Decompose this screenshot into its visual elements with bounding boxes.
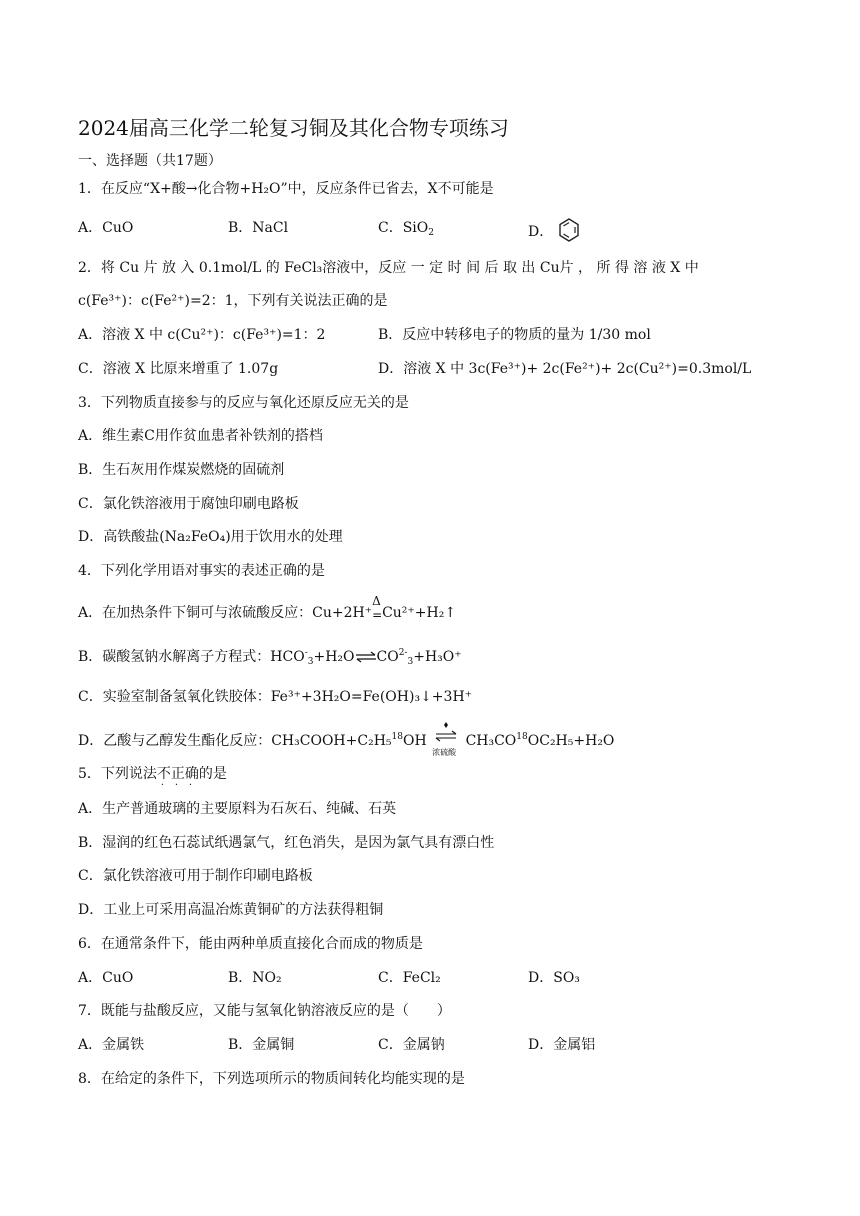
section-heading: 一、选择题（共17题） xyxy=(78,153,222,169)
q1-option-d: D． xyxy=(528,218,580,242)
q1-option-c: C．SiO$_2$ xyxy=(378,220,434,238)
question-2-stem-line1: 2．将 Cu 片 放 入 0.1mol/L 的 FeCl₃溶液中，反应 一 定 时 间 后 取 出 Cu片 ， 所 得 溶 液 X 中 xyxy=(78,260,699,276)
question-4-stem: 4．下列化学用语对事实的表述正确的是 xyxy=(78,563,325,579)
q3-option-a: A．维生素C用作贫血患者补铁剂的搭档 xyxy=(78,428,323,444)
question-1-stem: 1．在反应“X+酸→化合物+H₂O”中，反应条件已省去，X不可能是 xyxy=(78,181,494,197)
q2-option-c: C．溶液 X 比原来增重了 1.07g xyxy=(78,361,279,377)
esterification-condition: 浓硫酸 xyxy=(431,726,461,756)
q1-option-b: B．NaCl xyxy=(228,220,289,236)
reversible-arrow-icon xyxy=(355,651,377,663)
q2-option-d: D．溶液 X 中 3c(Fe³⁺)+ 2c(Fe²⁺)+ 2c(Cu²⁺)=0.3mol/L xyxy=(378,361,752,377)
q5-option-b: B．湿润的红色石蕊试纸遇氯气，红色消失，是因为氯气具有漂白性 xyxy=(78,835,495,851)
q2-option-b: B．反应中转移电子的物质的量为 1/30 mol xyxy=(378,327,651,343)
q6-option-c: C．FeCl₂ xyxy=(378,970,441,986)
q5-option-c: C．氯化铁溶液可用于制作印刷电路板 xyxy=(78,868,313,884)
q3-option-c: C．氯化铁溶液用于腐蚀印刷电路板 xyxy=(78,496,299,512)
q4-option-c: C．实验室制备氢氧化铁胶体：Fe³⁺+3H₂O=Fe(OH)₃↓+3H⁺ xyxy=(78,689,473,705)
q7-option-d: D．金属铝 xyxy=(528,1037,596,1053)
q3-option-b: B．生石灰用作煤炭燃烧的固硫剂 xyxy=(78,462,285,478)
q7-option-b: B．金属铜 xyxy=(228,1037,295,1053)
q7-option-a: A．金属铁 xyxy=(78,1037,145,1053)
q4-option-a: A．在加热条件下铜可与浓硫酸反应：Cu+2H⁺ Δ = Cu²⁺+H₂↑ xyxy=(78,594,457,622)
question-8-stem: 8．在给定的条件下，下列选项所示的物质间转化均能实现的是 xyxy=(78,1071,465,1087)
q7-option-c: C．金属钠 xyxy=(378,1037,445,1053)
question-2-stem-line2: c(Fe³⁺)：c(Fe²⁺)=2：1，下列有关说法正确的是 xyxy=(78,293,388,309)
benzene-ring-icon xyxy=(558,218,580,242)
q3-option-d: D．高铁酸盐(Na₂FeO₄)用于饮用水的处理 xyxy=(78,529,343,545)
q5-option-d: D．工业上可采用高温冶炼黄铜矿的方法获得粗铜 xyxy=(78,902,384,918)
q4-option-d: D．乙酸与乙醇发生酯化反应：CH₃COOH+C₂H₅$^{18}$OH 浓硫酸 $CH_3CO^{18}OC_2H_5+H_2O$ xyxy=(78,726,614,756)
heat-condition: Δ = xyxy=(372,594,383,622)
q4-option-b: B．碳酸氢钠水解离子方程式：$HCO^-_3+H_2O$ $CO^{2-}_3+H_3O^+$ xyxy=(78,648,462,667)
emphasis-dots: 不正确 · · · xyxy=(156,766,199,791)
question-7-stem: 7．既能与盐酸反应，又能与氢氧化钠溶液反应的是（ ） xyxy=(78,1003,451,1019)
q6-option-a: A．CuO xyxy=(78,970,134,986)
q2-option-a: A．溶液 X 中 c(Cu²⁺)：c(Fe³⁺)=1：2 xyxy=(78,327,326,343)
q5-option-a: A．生产普通玻璃的主要原料为石灰石、纯碱、石英 xyxy=(78,801,397,817)
question-6-stem: 6．在通常条件下，能由两种单质直接化合而成的物质是 xyxy=(78,936,423,952)
page-title: 2024届高三化学二轮复习铜及其化合物专项练习 xyxy=(78,116,509,140)
q6-option-b: B．NO₂ xyxy=(228,970,282,986)
q6-option-d: D．SO₃ xyxy=(528,970,580,986)
question-5-stem: 5．下列说法不正确 · · · 的是 xyxy=(78,766,227,791)
q1-option-a: A．CuO xyxy=(78,220,134,236)
question-3-stem: 3．下列物质直接参与的反应与氧化还原反应无关的是 xyxy=(78,395,409,411)
